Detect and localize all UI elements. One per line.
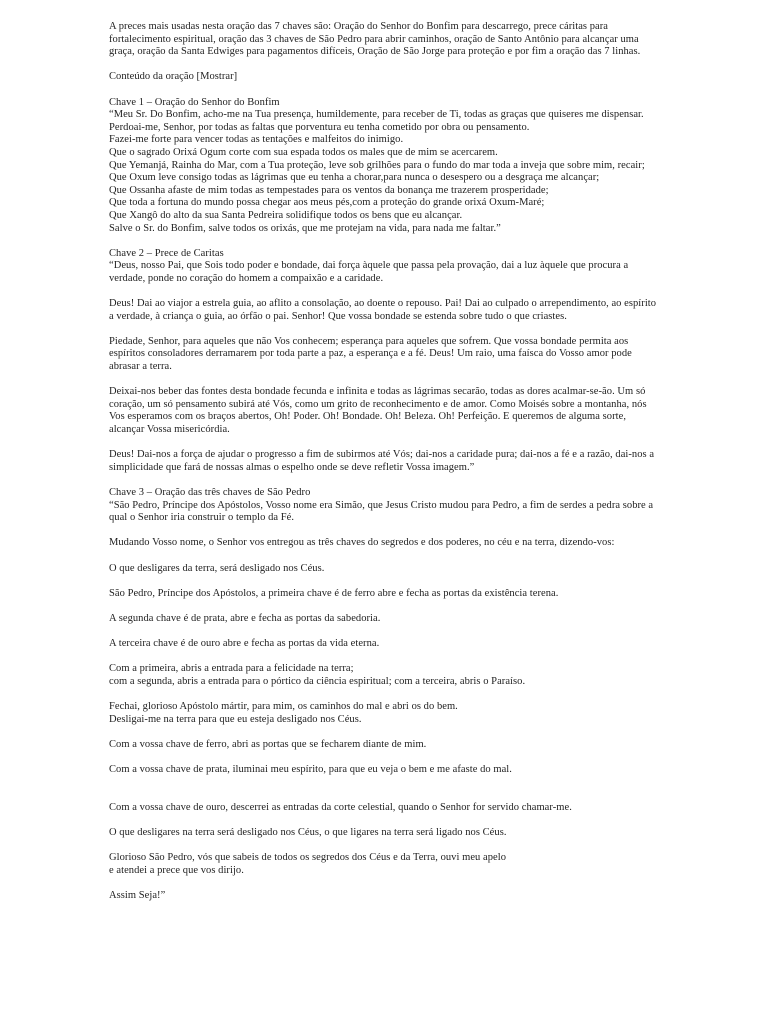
contents-toggle-link[interactable]: Conteúdo da oração [Mostrar] bbox=[109, 71, 238, 83]
chave-1-section bbox=[109, 97, 659, 236]
chave-2-paragraph: Deus! Dai-nos a força de ajudar o progresso a fim de subirmos até Vós; dai-nos a caridade pura; dai-nos a fé e a razão, dai-nos a simplicidade que fará de nossas almas o espelho onde se deve refletir Vossa imagem.” bbox=[109, 449, 655, 473]
chave-3-paragraph: Com a vossa chave de ouro, descerrei as entradas da corte celestial, quando o Senhor for servido chamar-me. bbox=[109, 801, 572, 813]
chave-1-line: Salve o Sr. do Bonfim, salve todos os orixás, que me protejam na vida, para nada me faltar.” bbox=[109, 222, 501, 234]
chave-3-paragraph: São Pedro, Príncipe dos Apóstolos, a primeira chave é de ferro abre e fecha as portas da existência terena. bbox=[109, 587, 559, 599]
intro-paragraph: A preces mais usadas nesta oração das 7 chaves são: Oração do Senhor do Bonfim para descarrego, prece cáritas para fortalecimento espiritual, oração das 3 chaves de São Pedro para abrir caminhos, oração de Santo Antônio para alcançar uma graça, oração da Santa Edwiges para pagamentos difíceis, Oração de São Jorge para proteção e por fim a oração das 7 linhas. bbox=[109, 21, 641, 58]
chave-1-line: Que Oxum leve consigo todas as lágrimas que eu tenha a chorar,para nunca o desespero ou a desgraça me alcançar; bbox=[109, 172, 600, 184]
chave-2-paragraph: Deus! Dai ao viajor a estrela guia, ao aflito a consolação, ao doente o repouso. Pai! Dai ao culpado o arrependimento, ao espírito a verdade, à criança o guia, ao órfão o pai. Senhor! Que vossa bondade se estenda sobre tudo o que criastes. bbox=[109, 298, 657, 322]
chave-2-paragraph: Deixai-nos beber das fontes desta bondade fecunda e infinita e todas as lágrimas secarão, todas as dores acalmar-se-ão. Um só coração, um só pensamento subirá até Vós, como um grito de reconhecimento e de amor. Como Moisés sobre a montanha, nós Vos esperamos com os braços abertos, Oh! Poder. Oh! Bondade. Oh! Beleza. Oh! Perfeição. E queremos de alguma sorte, alcançar Vossa misericórdia. bbox=[109, 386, 647, 435]
chave-1-line: Que toda a fortuna do mundo possa chegar aos meus pés,com a proteção do grande orixá Oxum-Maré; bbox=[109, 197, 545, 209]
chave-3-paragraph: A terceira chave é de ouro abre e fecha as portas da vida eterna. bbox=[109, 638, 380, 650]
document-page bbox=[109, 21, 659, 903]
chave-3-paragraph: O que desligares na terra será desligado nos Céus, o que ligares na terra será ligado nos Céus. bbox=[109, 827, 507, 838]
chave-1-line: Que Xangô do alto da sua Santa Pedreira solidifique todos os bens que eu alcançar. bbox=[109, 209, 463, 221]
chave-1-line: Fazei-me forte para vencer todas as tentações e malfeitos do inimigo. bbox=[109, 134, 404, 146]
chave-3-paragraph: Com a vossa chave de ferro, abri as portas que se fecharem diante de mim. bbox=[109, 738, 427, 750]
chave-1-line: Que o sagrado Orixá Ogum corte com sua espada todos os males que de mim se acercarem. bbox=[109, 146, 498, 158]
chave-1-line: Que Yemanjá, Rainha do Mar, com a Tua proteção, leve sob grilhões para o fundo do mar toda a inveja que sobre mim, recair; bbox=[109, 159, 645, 171]
chave-3-first-line: “São Pedro, Príncipe dos Apóstolos, Vosso nome era Simão, que Jesus Cristo mudou para Pedro, a fim de serdes a pedra sobre a qual o Senhor iria construir o templo da Fé. bbox=[109, 499, 654, 524]
chave-2-paragraph: Piedade, Senhor, para aqueles que não Vos conhecem; esperança para aqueles que sofrem. Que vossa bondade permita aos espíritos consoladores derramarem por toda parte a paz, a esperança e a fé. Deus! Um raio, uma faísca do Vosso amor pode abrasar a terra. bbox=[109, 335, 632, 373]
chave-3-paragraph: Glorioso São Pedro, vós que sabeis de todos os segredos dos Céus e da Terra, ouvi meu apelo e atendei a prece que vos dirijo. bbox=[109, 852, 507, 876]
chave-2-title: Chave 2 – Prece de Caritas bbox=[109, 247, 224, 259]
chave-3-paragraph: Com a vossa chave de prata, iluminai meu espírito, para que eu veja o bem e me afaste do mal. bbox=[109, 764, 512, 776]
chave-3-section bbox=[109, 487, 659, 903]
chave-1-title: Chave 1 – Oração do Senhor do Bonfim bbox=[109, 96, 280, 108]
chave-1-line: Perdoai-me, Senhor, por todas as faltas que porventura eu tenha cometido por obra ou pensamento. bbox=[109, 121, 530, 133]
chave-3-paragraph: Com a primeira, abris a entrada para a felicidade na terra; com a segunda, abris a entrada para o pórtico da ciência espiritual; com a terceira, abris o Paraíso. bbox=[109, 663, 526, 687]
chave-1-line: Que Ossanha afaste de mim todas as tempestades para os ventos da bonança me trazerem prosperidade; bbox=[109, 184, 549, 196]
chave-3-paragraph: O que desligares da terra, será desligado nos Céus. bbox=[109, 562, 325, 574]
chave-2-section bbox=[109, 248, 659, 475]
chave-3-title: Chave 3 – Oração das três chaves de São Pedro bbox=[109, 486, 311, 498]
chave-3-paragraph: Mudando Vosso nome, o Senhor vos entregou as três chaves do segredos e dos poderes, no céu e na terra, dizendo-vos: bbox=[109, 537, 615, 549]
chave-2-paragraph: “Deus, nosso Pai, que Sois todo poder e bondade, dai força àquele que passa pela provação, dai a luz àquele que procura a verdade, ponde no coração do homem a compaixão e a caridade. bbox=[109, 260, 629, 284]
chave-1-line: “Meu Sr. Do Bonfim, acho-me na Tua presença, humildemente, para receber de Ti, todas as graças que quiseres me dispensar. bbox=[109, 109, 644, 121]
chave-3-paragraph: A segunda chave é de prata, abre e fecha as portas da sabedoria. bbox=[109, 612, 381, 624]
chave-3-paragraph: Fechai, glorioso Apóstolo mártir, para mim, os caminhos do mal e abri os do bem. Desligai-me na terra para que eu esteja desligado nos Céus. bbox=[109, 701, 458, 725]
closing-line: Assim Seja!” bbox=[109, 889, 166, 901]
